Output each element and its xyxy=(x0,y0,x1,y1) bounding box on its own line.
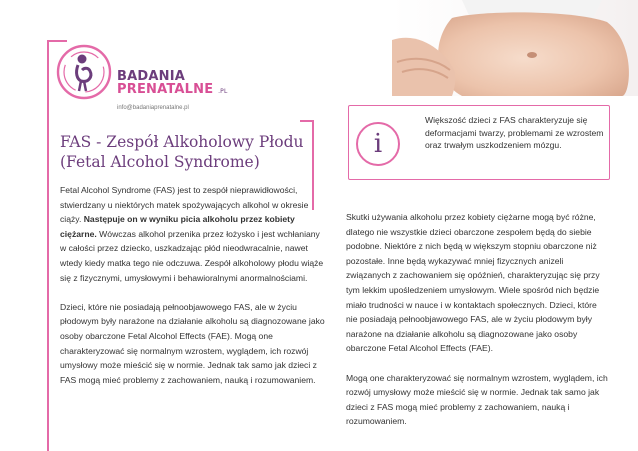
right-column xyxy=(346,210,608,444)
brand-name-main: PRENATALNE xyxy=(117,82,214,97)
left-p1-text-b: Wówczas alkohol przenika przez łożysko i jest wchłaniany w całości przez dziecko, uszkadzając płód nieodwracalnie, nawet wtedy kiedy matka tego nie odczuwa. Zespół alkoholowy płodu wiąże się z fizycznymi, umysłowymi i behawioralnymi anormalnościami. xyxy=(60,228,324,283)
brand-name xyxy=(117,70,228,98)
left-column xyxy=(60,183,328,402)
page-title xyxy=(60,132,304,172)
frame-corner-line xyxy=(300,120,314,122)
title-line2: (Fetal Alcohol Syndrome) xyxy=(60,153,260,171)
info-icon: i xyxy=(373,129,383,159)
frame-top-line xyxy=(47,40,67,42)
left-p1-bold: Następuje on w wyniku picia alkoholu przez kobiety ciężarne. xyxy=(60,214,295,239)
title-line1: FAS - Zespół Alkoholowy Płodu xyxy=(60,133,304,151)
left-p1-text-a: Fetal Alcohol Syndrome (FAS) jest to zespół nieprawidłowości, stwierdzany u niektórych matek spożywających alkohol w okresie ciąży. xyxy=(60,185,309,225)
right-paragraph-1: Skutki używania alkoholu przez kobiety ciężarne mogą być różne, dlatego nie wszystkie dzieci obarczone zespołem będą do siebie podobne. Niektóre z nich będą w większym stopniu obarczone niż pozostałe. Inne będą wykazywać mniej fizycznych anizeli związanych z zachowaniem się opóźnień, charakteryzując się przy tym lekkim upośledzeniem umysłowym. Wiele spośród nich będzie miało trudności w nauce i w kontaktach społecznych. Dzieci, które nie posiadają pełnoobjawowego FAS, ale w życiu płodowym były narażone na działanie alkoholu są diagnozowane jako osoby obarczone Fetal Alcohol Effects (FAE). xyxy=(346,212,600,354)
brand-email[interactable]: info@badaniaprenatalne.pl xyxy=(117,105,189,111)
pregnant-belly-photo xyxy=(392,0,638,96)
left-paragraph-1 xyxy=(60,183,328,285)
frame-left-line xyxy=(47,40,49,451)
brand-name-line1: BADANIA xyxy=(117,69,185,84)
brand-name-line2 xyxy=(117,83,228,98)
brand-tld: .PL xyxy=(218,88,228,95)
left-paragraph-2: Dzieci, które nie posiadają pełnoobjawowego FAS, ale w życiu płodowym były narażone na działanie alkoholu są diagnozowane jako osoby obarczone Fetal Alcohol Effects (FAE). Mogą one charakteryzować się normalnym wzrostem, wyglądem, ich rozwój umysłowy może mieścić się w normie. Jednak tak samo jak dzieci z FAS mogą mieć problemy z zachowaniem, nauką i rozumowaniem. xyxy=(60,301,325,385)
pregnant-woman-logo-icon xyxy=(55,43,113,101)
right-paragraph-2: Mogą one charakteryzować się normalnym wzrostem, wyglądem, ich rozwój umysłowy może mieścić się w normie. Jednak tak samo jak dzieci z FAS mogą mieć problemy z zachowaniem, nauką i rozumowaniem. xyxy=(346,372,608,427)
info-callout-text: Większość dzieci z FAS charakteryzuje się deformacjami twarzy, problemami ze wzrostem oraz trwałym uszkodzeniem mózgu. xyxy=(425,115,604,151)
